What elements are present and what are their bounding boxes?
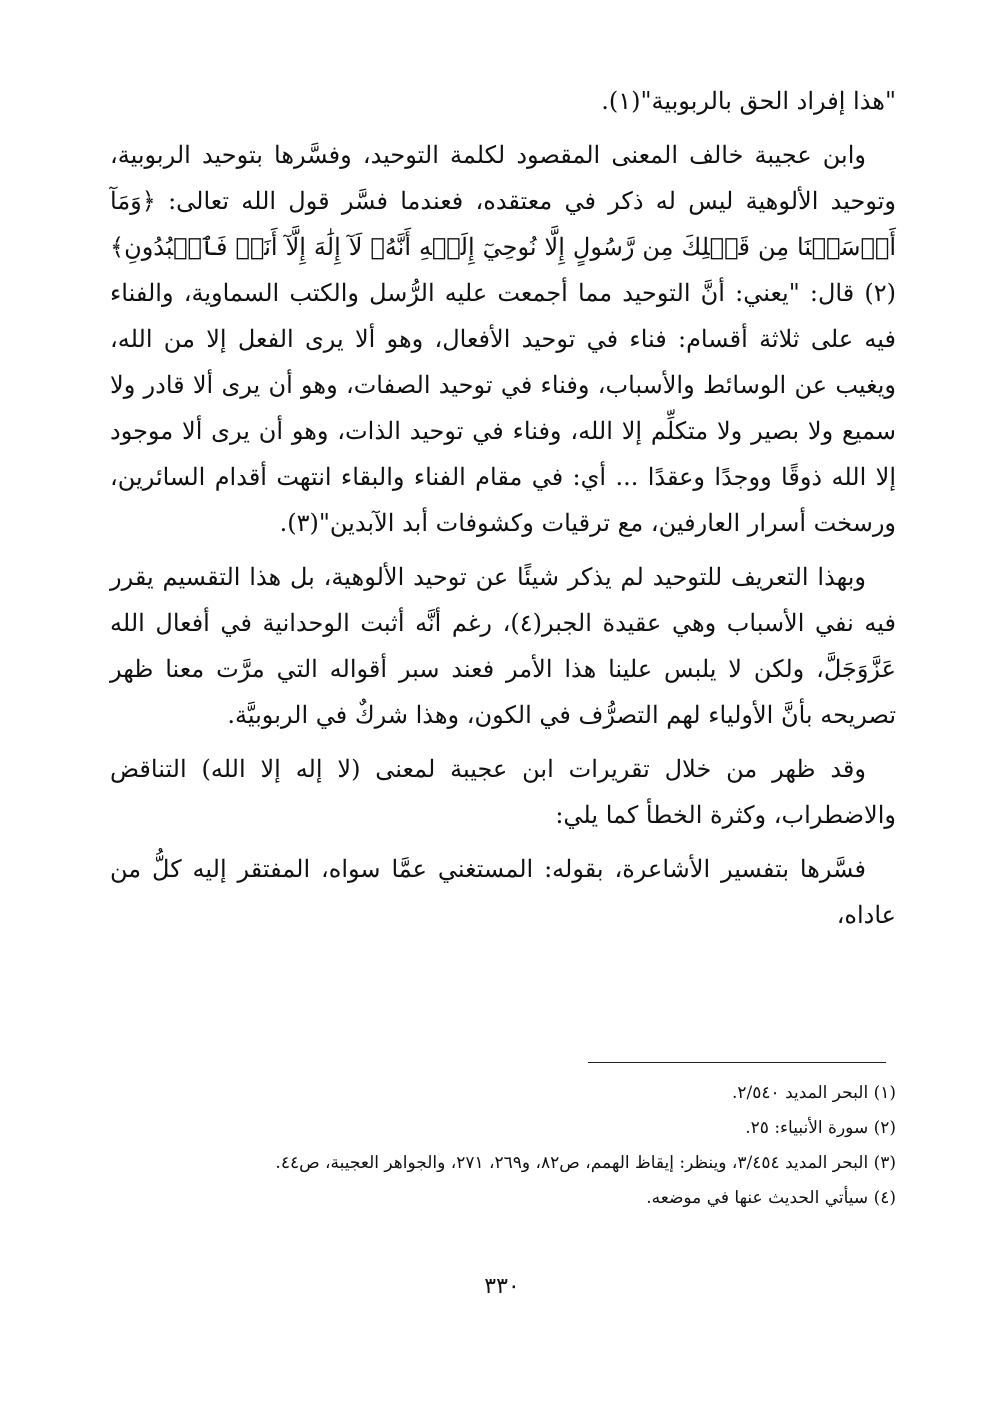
footnote-2: (٢) سورة الأنبياء: ٢٥. xyxy=(745,1118,896,1138)
footnotes xyxy=(110,1076,896,1216)
paragraph-4 xyxy=(110,746,896,838)
paragraph-1-text: "هذا إفراد الحق بالربوبية"(١). xyxy=(601,87,896,115)
page-number: ٣٣٠ xyxy=(484,1274,520,1299)
footnote-3: (٣) البحر المديد ٣/٤٥٤، وينظر: إيقاظ الهمم، ص٨٢، و٢٦٩، ٢٧١، والجواهر العجيبة، ص٤٤. xyxy=(275,1153,896,1173)
paragraph-5 xyxy=(110,846,896,938)
body-text xyxy=(110,78,896,946)
paragraph-2 xyxy=(110,132,896,546)
footnote-separator xyxy=(588,1062,886,1063)
paragraph-3 xyxy=(110,554,896,738)
paragraph-4-text: وقد ظهر من خلال تقريرات ابن عجيبة لمعنى (لا إله إلا الله) التناقض والاضطراب، وكثرة الخطأ كما يلي: xyxy=(110,755,896,829)
footnote-1: (١) البحر المديد ٢/٥٤٠. xyxy=(732,1083,896,1103)
quran-verse: ﴿وَمَآ أَرۡسَلۡنَا مِن قَبۡلِكَ مِن رَّسُولٍ إِلَّا نُوحِيٓ إِلَيۡهِ أَنَّهُۥ لَآ إِلَٰهَ إِلَّآ أَنَا۠ فَٱعۡبُدُونِ﴾ xyxy=(110,187,896,261)
paragraph-2-text: وابن عجيبة خالف المعنى المقصود لكلمة التوحيد، وفسَّرها بتوحيد الربوبية، وتوحيد الألوهية ليس له ذكر في معتقده، فعندما فسَّر قول الله تعالى: xyxy=(110,141,896,215)
paragraph-3-text: وبهذا التعريف للتوحيد لم يذكر شيئًا عن توحيد الألوهية، بل هذا التقسيم يقرر فيه نفي الأسباب وهي عقيدة الجبر(٤)، رغم أنَّه أثبت الوحدانية في أفعال الله عَزَّوَجَلَّ، ولكن لا يلبس علينا هذا الأمر فعند سبر أقواله التي مرَّت معنا ظهر تصريحه بأنَّ الأولياء لهم التصرُّف في الكون، وهذا شركٌ في الربوبيَّة. xyxy=(110,563,896,729)
paragraph-1 xyxy=(110,78,896,124)
footnote-4: (٤) سيأتي الحديث عنها في موضعه. xyxy=(646,1188,896,1208)
paragraph-5-text: فسَّرها بتفسير الأشاعرة، بقوله: المستغني عمَّا سواه، المفتقر إليه كلُّ من عاداه، xyxy=(110,855,896,929)
paragraph-2-continuation: (٢) قال: "يعني: أنَّ التوحيد مما أجمعت عليه الرُّسل والكتب السماوية، والفناء فيه على ثلاثة أقسام: فناء في توحيد الأفعال، وهو ألا يرى الفعل إلا من الله، ويغيب عن الوسائط والأسباب، وفناء في توحيد الصفات، وهو أن يرى ألا قادر ولا سميع ولا بصير ولا متكلِّم إلا الله، وفناء في توحيد الذات، وهو أن يرى ألا موجود إلا الله ذوقًا ووجدًا وعقدًا ... أي: في مقام الفناء والبقاء انتهت أقدام السائرين، ورسخت أسرار العارفين، مع ترقيات وكشوفات أبد الآبدين"(٣). xyxy=(110,279,896,537)
